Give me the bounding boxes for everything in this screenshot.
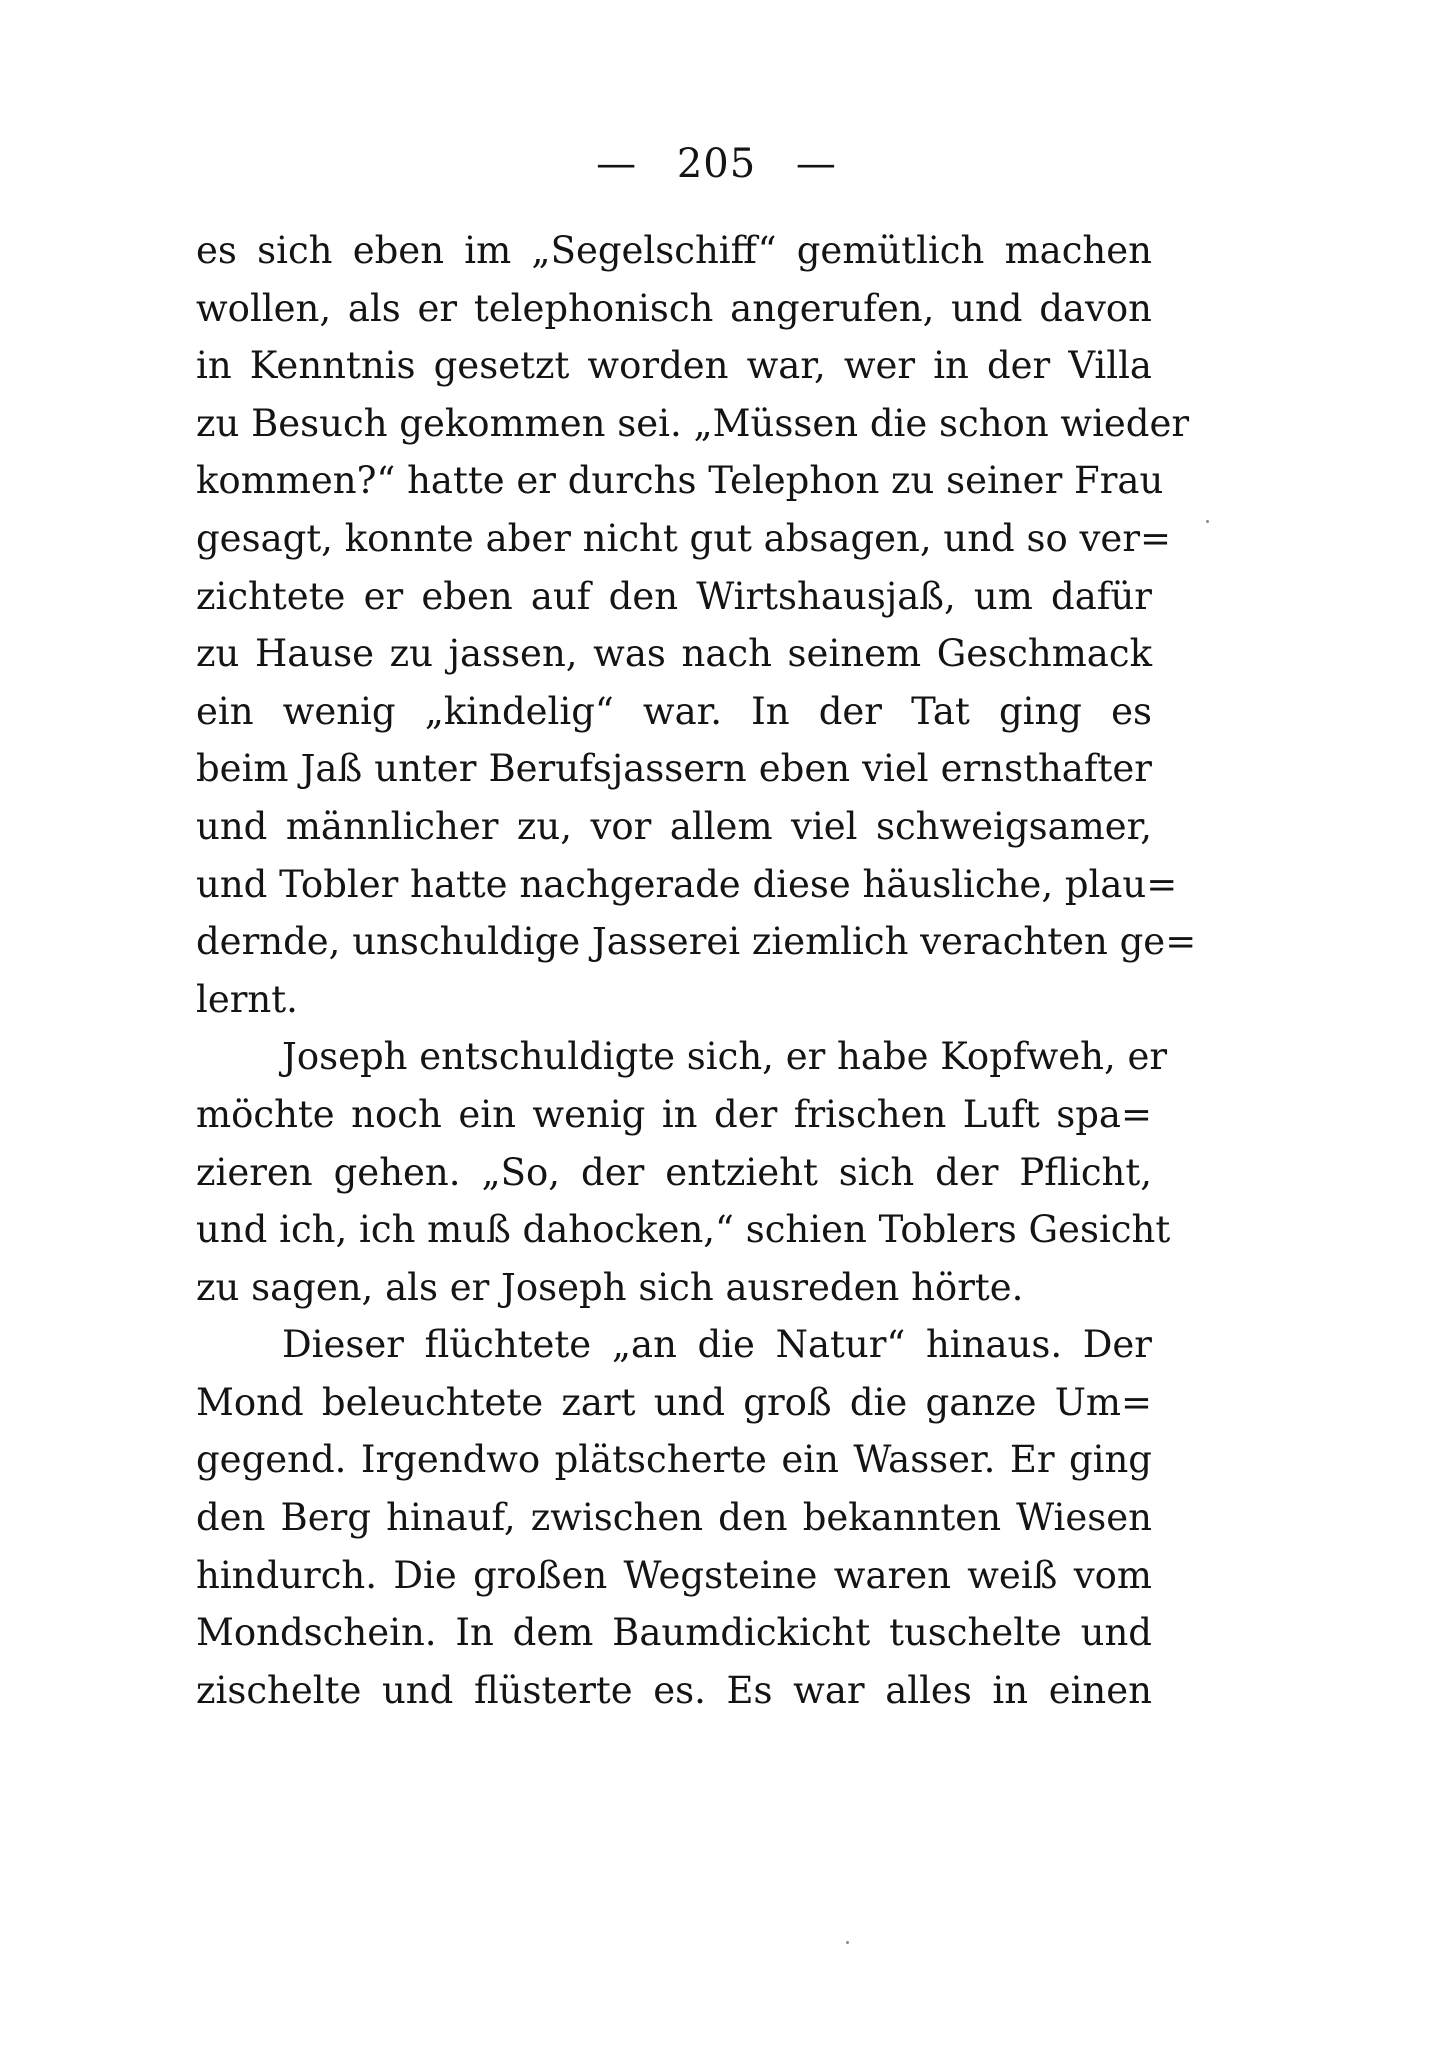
text-line: dernde, unschuldige Jasserei ziemlich verachten ge= xyxy=(196,920,1197,964)
text-line: beim Jaß unter Berufsjassern eben viel ernsthafter xyxy=(196,747,1152,791)
text-line: zu Besuch gekommen sei. „Müssen die schon wieder xyxy=(196,401,1190,445)
text-line: Dieser flüchtete „an die Natur“ hinaus. Der xyxy=(282,1323,1152,1367)
text-line: und ich, ich muß dahocken,“ schien Toblers Gesicht xyxy=(196,1208,1171,1252)
text-line: Mondschein. In dem Baumdickicht tuschelte und xyxy=(196,1611,1152,1655)
text-line: zichtete er eben auf den Wirtshausjaß, um dafür xyxy=(196,574,1152,618)
text-line: Mond beleuchtete zart und groß die ganze Um= xyxy=(196,1380,1152,1424)
body-text xyxy=(196,222,1197,1719)
text-line: den Berg hinauf, zwischen den bekannten Wiesen xyxy=(196,1496,1152,1540)
text-line: zu sagen, als er Joseph sich ausreden hörte. xyxy=(196,1265,1024,1309)
text-line: und männlicher zu, vor allem viel schweigsamer, xyxy=(196,804,1152,848)
page-number: 205 xyxy=(676,141,757,187)
text-line: es sich eben im „Segelschiff“ gemütlich machen xyxy=(196,229,1152,272)
text-line: zieren gehen. „So, der entzieht sich der Pflicht, xyxy=(196,1150,1152,1194)
text-line: zischelte und flüsterte es. Es war alles in einen xyxy=(196,1668,1152,1712)
text-line: lernt. xyxy=(196,977,298,1021)
text-line: und Tobler hatte nachgerade diese häusliche, plau= xyxy=(196,862,1178,906)
text-line: in Kenntnis gesetzt worden war, wer in der Villa xyxy=(196,344,1152,388)
paper-speck xyxy=(1206,520,1209,523)
header-dash-left: — xyxy=(596,141,638,187)
text-line: hindurch. Die großen Wegsteine waren weiß vom xyxy=(196,1553,1152,1597)
text-line: gesagt, konnte aber nicht gut absagen, und so ver= xyxy=(196,516,1172,560)
paper-speck xyxy=(846,1941,849,1944)
header-dash-right: — xyxy=(795,141,837,187)
text-line: kommen?“ hatte er durchs Telephon zu seiner Frau xyxy=(196,459,1164,503)
text-line: wollen, als er telephonisch angerufen, und davon xyxy=(196,286,1152,330)
text-line: ein wenig „kindelig“ war. In der Tat ging es xyxy=(196,689,1152,733)
text-line: Joseph entschuldigte sich, er habe Kopfweh, er xyxy=(282,1035,1168,1079)
text-line: zu Hause zu jassen, was nach seinem Geschmack xyxy=(196,632,1152,676)
page-header xyxy=(0,138,1433,190)
text-line: möchte noch ein wenig in der frischen Luft spa= xyxy=(196,1092,1152,1136)
text-line: gegend. Irgendwo plätscherte ein Wasser. Er ging xyxy=(196,1438,1152,1482)
